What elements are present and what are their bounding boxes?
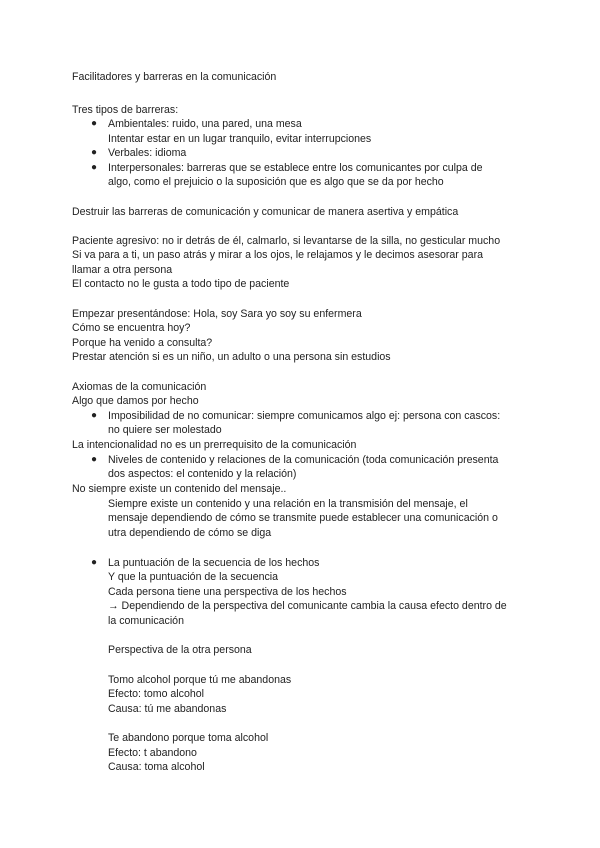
ejemplo1-causa: Causa: tú me abandonas xyxy=(108,703,227,715)
ejemplo2-line: Te abandono porque toma alcohol xyxy=(108,732,269,744)
bullet-icon: ● xyxy=(91,118,98,129)
perspectiva-otra-persona: Perspectiva de la otra persona xyxy=(108,644,252,656)
ejemplo1-efecto: Efecto: tomo alcohol xyxy=(108,688,204,700)
axiomas-sub: Algo que damos por hecho xyxy=(72,395,199,407)
axioma-imposibilidad-cont: no quiere ser molestado xyxy=(108,424,222,436)
puntuacion-line-3: → Dependiendo de la perspectiva del comunicante cambia la causa efecto dentro de xyxy=(108,600,507,612)
puntuacion-line-1: Y que la puntuación de la secuencia xyxy=(108,571,279,583)
empezar-line-4: Prestar atención si es un niño, un adulto o una persona sin estudios xyxy=(72,351,391,363)
barrera-ambientales: Ambientales: ruido, una pared, una mesa xyxy=(108,118,302,130)
paciente-line-4: El contacto no le gusta a todo tipo de paciente xyxy=(72,278,290,290)
bullet-icon: ● xyxy=(91,162,98,173)
puntuacion-line-2: Cada persona tiene una perspectiva de los hechos xyxy=(108,586,347,598)
bullet-icon: ● xyxy=(91,557,98,568)
ejemplo2-causa: Causa: toma alcohol xyxy=(108,761,205,773)
paciente-line-3: llamar a otra persona xyxy=(72,264,173,276)
barrera-interpersonales: Interpersonales: barreras que se establece entre los comunicantes por culpa de xyxy=(108,162,483,174)
paciente-line-2: Si va para a ti, un paso atrás y mirar a los ojos, le relajamos y le decimos asesorar para xyxy=(72,249,483,261)
empezar-line-3: Porque ha venido a consulta? xyxy=(72,337,213,349)
siempre-line-3: utra dependiendo de cómo se diga xyxy=(108,527,272,539)
destruir-barreras: Destruir las barreras de comunicación y comunicar de manera asertiva y empática xyxy=(72,206,459,218)
puntuacion-line-4: la comunicación xyxy=(108,615,184,627)
bullet-icon: ● xyxy=(91,147,98,158)
document-title: Facilitadores y barreras en la comunicación xyxy=(72,71,277,83)
ejemplo1-line: Tomo alcohol porque tú me abandonas xyxy=(108,674,292,686)
axioma-niveles: Niveles de contenido y relaciones de la comunicación (toda comunicación presenta xyxy=(108,454,499,466)
barreras-heading: Tres tipos de barreras: xyxy=(72,104,179,116)
barrera-ambientales-note: Intentar estar en un lugar tranquilo, evitar interrupciones xyxy=(108,133,372,145)
barrera-verbales: Verbales: idioma xyxy=(108,147,187,159)
axioma-imposibilidad: Imposibilidad de no comunicar: siempre comunicamos algo ej: persona con cascos: xyxy=(108,410,501,422)
siempre-line-1: Siempre existe un contenido y una relación en la transmisión del mensaje, el xyxy=(108,498,468,510)
empezar-line-2: Cómo se encuentra hoy? xyxy=(72,322,191,334)
paciente-line-1: Paciente agresivo: no ir detrás de él, calmarlo, si levantarse de la silla, no gesticular mucho xyxy=(72,235,501,247)
axioma-intencionalidad: La intencionalidad no es un prerrequisito de la comunicación xyxy=(72,439,357,451)
no-siempre-contenido: No siempre existe un contenido del mensaje.. xyxy=(72,483,287,495)
siempre-line-2: mensaje dependiendo de cómo se transmite puede establecer una comunicación o xyxy=(108,512,498,524)
bullet-icon: ● xyxy=(91,454,98,465)
barrera-interpersonales-cont: algo, como el prejuicio o la suposición que es algo que se da por hecho xyxy=(108,176,444,188)
puntuacion-bullet: La puntuación de la secuencia de los hechos xyxy=(108,557,320,569)
empezar-line-1: Empezar presentándose: Hola, soy Sara yo soy su enfermera xyxy=(72,308,362,320)
axioma-niveles-cont: dos aspectos: el contenido y la relación) xyxy=(108,468,297,480)
ejemplo2-efecto: Efecto: t abandono xyxy=(108,747,197,759)
bullet-icon: ● xyxy=(91,410,98,421)
axiomas-heading: Axiomas de la comunicación xyxy=(72,381,207,393)
